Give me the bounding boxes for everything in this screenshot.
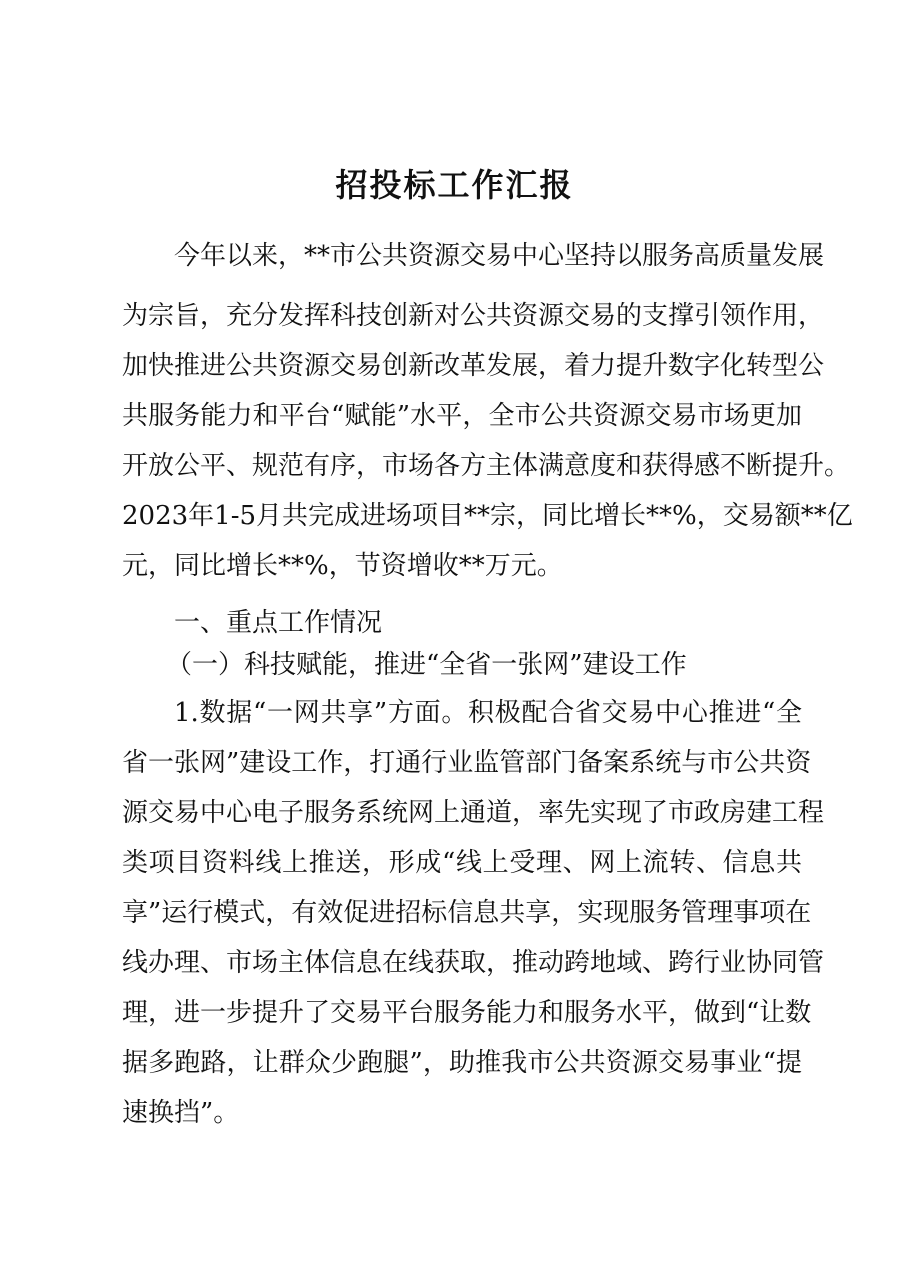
item1-line-7: 理，进一步提升了交易平台服务能力和服务水平，做到“让数	[122, 998, 812, 1028]
intro-line-2: 为宗旨，充分发挥科技创新对公共资源交易的支撑引领作用，	[122, 301, 825, 331]
item1-line-6: 线办理、市场主体信息在线获取，推动跨地域、跨行业协同管	[122, 948, 825, 978]
item1-line-3: 源交易中心电子服务系统网上通道，率先实现了市政房建工程	[122, 798, 825, 828]
item1-line-1: 1.数据“一网共享”方面。积极配合省交易中心推进“全	[174, 698, 802, 728]
intro-line-3: 加快推进公共资源交易创新改革发展，着力提升数字化转型公	[122, 351, 825, 381]
item1-line-2: 省一张网”建设工作，打通行业监管部门备案系统与市公共资	[122, 748, 812, 778]
item1-line-5: 享”运行模式，有效促进招标信息共享，实现服务管理事项在	[122, 898, 812, 928]
intro-line-6: 2023年1-5月共完成进场项目**宗，同比增长**%，交易额**亿	[122, 501, 853, 531]
item1-line-9: 速换挡”。	[122, 1098, 240, 1128]
intro-line-1: 今年以来，**市公共资源交易中心坚持以服务高质量发展	[174, 241, 825, 271]
section-heading: 一、重点工作情况	[174, 608, 383, 638]
item1-line-4: 类项目资料线上推送，形成“线上受理、网上流转、信息共	[122, 848, 802, 878]
intro-line-4: 共服务能力和平台“赋能”水平，全市公共资源交易市场更加	[122, 401, 802, 431]
subsection-heading: （一）科技赋能，推进“全省一张网”建设工作	[166, 650, 687, 680]
document-title: 招投标工作汇报	[335, 166, 574, 204]
item1-line-8: 据多跑路，让群众少跑腿”，助推我市公共资源交易事业“提	[122, 1048, 802, 1078]
intro-line-7: 元，同比增长**%，节资增收**万元。	[122, 551, 563, 581]
intro-line-5: 开放公平、规范有序，市场各方主体满意度和获得感不断提升。	[122, 451, 851, 481]
